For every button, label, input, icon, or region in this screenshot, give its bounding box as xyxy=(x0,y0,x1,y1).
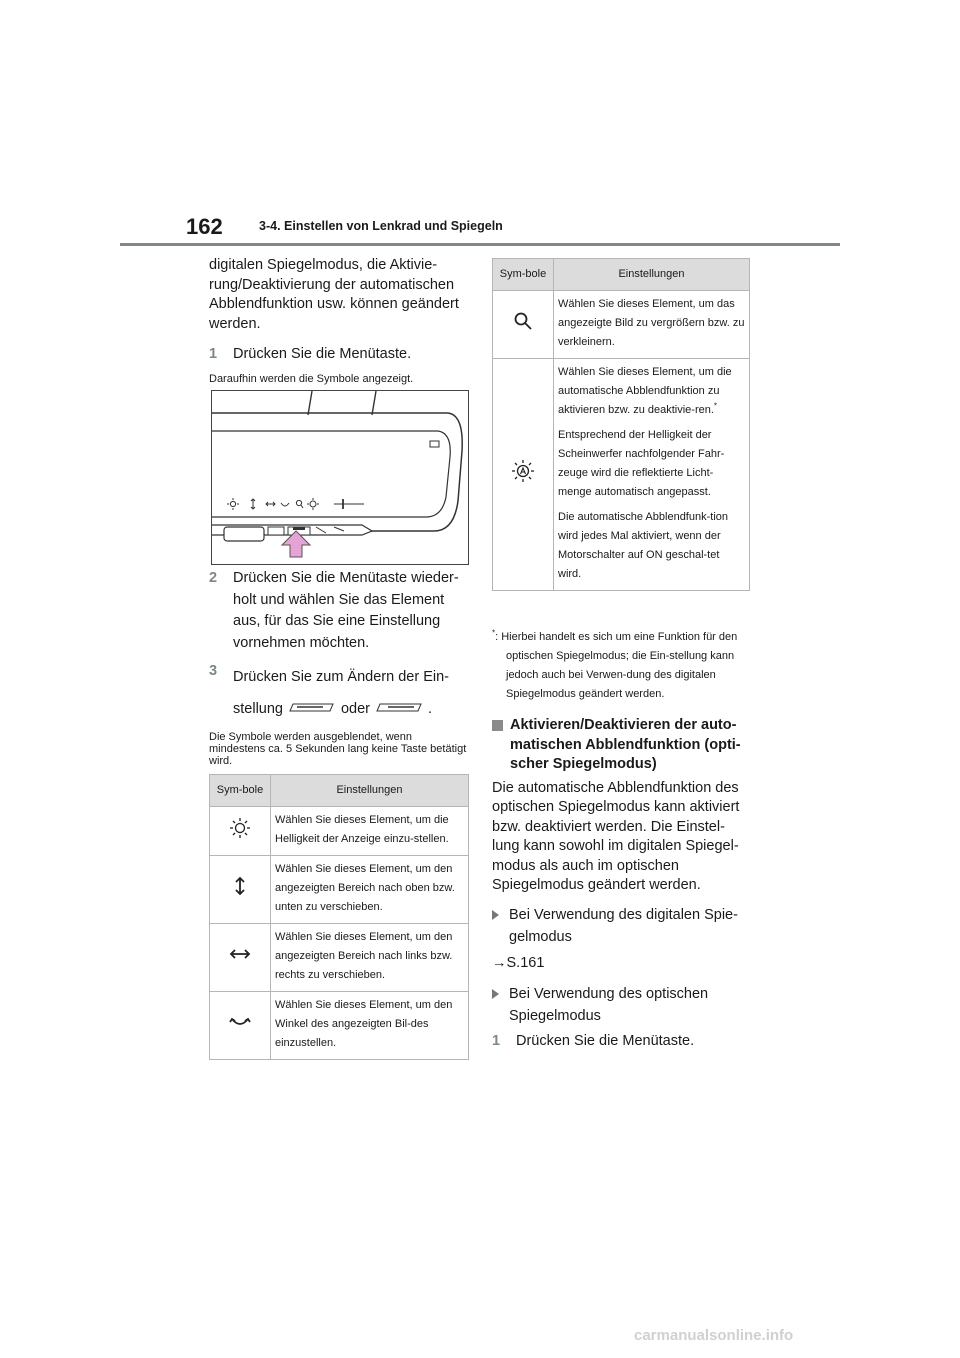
footnote xyxy=(492,628,752,704)
page-reference[interactable] xyxy=(492,954,752,974)
step-number: 3 xyxy=(209,663,218,679)
symbols-table-2 xyxy=(492,258,750,591)
vertical-arrows-icon xyxy=(210,856,271,924)
paragraph: Die automatische Abblendfunktion des optischen Spiegelmodus kann aktiviert bzw. deaktiviert werden. Die Einstel-lung kann sowohl im digitalen Spiegel-modus als auch im optischen Spiegelmodus geändert werden. xyxy=(492,779,740,893)
step-number: 1 xyxy=(492,1033,501,1049)
bullet-digital xyxy=(492,904,752,948)
bullet-optical xyxy=(492,983,752,1027)
reference-link[interactable]: S.161 xyxy=(506,954,545,971)
step-3-note: Die Symbole werden ausgeblendet, wenn mindestens ca. 5 Sekunden lang keine Taste betätigt wird. xyxy=(209,731,467,768)
table-row xyxy=(210,992,469,1060)
row-text: Wählen Sie dieses Element, um den angezeigten Bereich nach links bzw. rechts zu verschieben. xyxy=(271,924,469,992)
header-rule xyxy=(120,243,840,246)
step-number: 1 xyxy=(209,346,218,362)
subheading xyxy=(492,716,752,775)
horizontal-arrows-icon xyxy=(210,924,271,992)
symbols-table-1 xyxy=(209,774,469,1060)
row-text: Wählen Sie dieses Element, um den Winkel des angezeigten Bil-des einzustellen. xyxy=(271,992,469,1060)
auto-dimming-p1 xyxy=(558,363,745,420)
step-1-right xyxy=(492,1031,752,1052)
step-text: Drücken Sie die Menütaste wieder-holt und wählen Sie das Element aus, für das Sie eine Einstellung vornehmen möchten. xyxy=(233,570,459,651)
mirror-illustration xyxy=(212,391,468,564)
col-symbol-header: Sym-bole xyxy=(493,259,554,291)
subheading-text: Aktivieren/Deaktivieren der auto-matischen Abblendfunktion (opti-scher Spiegelmodus) xyxy=(510,717,741,772)
row-text xyxy=(554,359,750,591)
triangle-bullet-icon xyxy=(492,989,499,999)
up-button-icon xyxy=(289,693,335,725)
left-steps xyxy=(209,568,471,767)
table-row xyxy=(493,291,750,359)
step-1 xyxy=(209,344,471,365)
table-row xyxy=(210,924,469,992)
or-text: oder xyxy=(340,701,371,717)
footnote-marker: * xyxy=(713,401,718,411)
step-3 xyxy=(209,661,471,725)
bullet-text: Bei Verwendung des digitalen Spie-gelmodus xyxy=(509,906,738,945)
watermark: carmanualsonline.info xyxy=(634,1327,794,1344)
step-text: Drücken Sie die Menütaste. xyxy=(516,1033,695,1049)
on-screen-symbols xyxy=(227,498,364,510)
auto-dimming-p3: Die automatische Abblendfunk-tion wird jedes Mal aktiviert, wenn der Motorschalter auf ON geschal-tet wird. xyxy=(558,511,728,580)
arrow-icon: → xyxy=(492,954,507,971)
section-title: 3-4. Einstellen von Lenkrad und Spiegeln xyxy=(259,219,503,233)
col-settings-header: Einstellungen xyxy=(271,775,469,807)
triangle-bullet-icon xyxy=(492,910,499,920)
right-column xyxy=(492,628,752,1052)
mirror-figure xyxy=(211,390,469,565)
page-number: 162 xyxy=(186,214,223,239)
intro-paragraph: digitalen Spiegelmodus, die Aktivie-rung/Deaktivierung der automatischen Abblendfunktion usw. können geändert werden. xyxy=(209,257,459,332)
auto-dimming-icon xyxy=(493,359,554,591)
table-row xyxy=(210,856,469,924)
step-text: Drücken Sie die Menütaste. xyxy=(233,346,412,362)
footnote-text: : Hierbei handelt es sich um eine Funktion für den optischen Spiegelmodus; die Ein-stellung kann jedoch auch bei Verwen-dung des digitalen Spiegelmodus geändert werden. xyxy=(495,631,738,700)
table-row xyxy=(493,359,750,591)
row-text: Wählen Sie dieses Element, um das angezeigte Bild zu vergrößern bzw. zu verkleinern. xyxy=(554,291,750,359)
col-symbol-header: Sym-bole xyxy=(210,775,271,807)
p1-text: Wählen Sie dieses Element, um die automatische Abblendfunktion zu aktivieren bzw. zu deaktivie-ren. xyxy=(558,366,732,416)
down-button-icon xyxy=(376,693,422,725)
footnote-marker: * xyxy=(492,628,496,638)
period: . xyxy=(428,701,433,717)
table-row xyxy=(210,807,469,856)
bullet-text: Bei Verwendung des optischen Spiegelmodus xyxy=(509,986,709,1024)
square-bullet-icon xyxy=(492,720,503,731)
zoom-icon xyxy=(493,291,554,359)
left-column xyxy=(209,256,471,385)
brightness-icon xyxy=(210,807,271,856)
step-text: Drücken Sie zum Ändern der Ein-stellung xyxy=(233,669,449,717)
row-text: Wählen Sie dieses Element, um die Helligkeit der Anzeige einzu-stellen. xyxy=(271,807,469,856)
step-number: 2 xyxy=(209,570,218,586)
auto-dimming-p2: Entsprechend der Helligkeit der Scheinwerfer nachfolgender Fahr-zeuge wird die reflektierte Licht-menge automatisch angepasst. xyxy=(558,429,725,498)
step-1-note: Daraufhin werden die Symbole angezeigt. xyxy=(209,373,414,385)
step-2 xyxy=(209,568,471,654)
col-settings-header: Einstellungen xyxy=(554,259,750,291)
row-text: Wählen Sie dieses Element, um den angezeigten Bereich nach oben bzw. unten zu verschieben. xyxy=(271,856,469,924)
tilt-angle-icon xyxy=(210,992,271,1060)
